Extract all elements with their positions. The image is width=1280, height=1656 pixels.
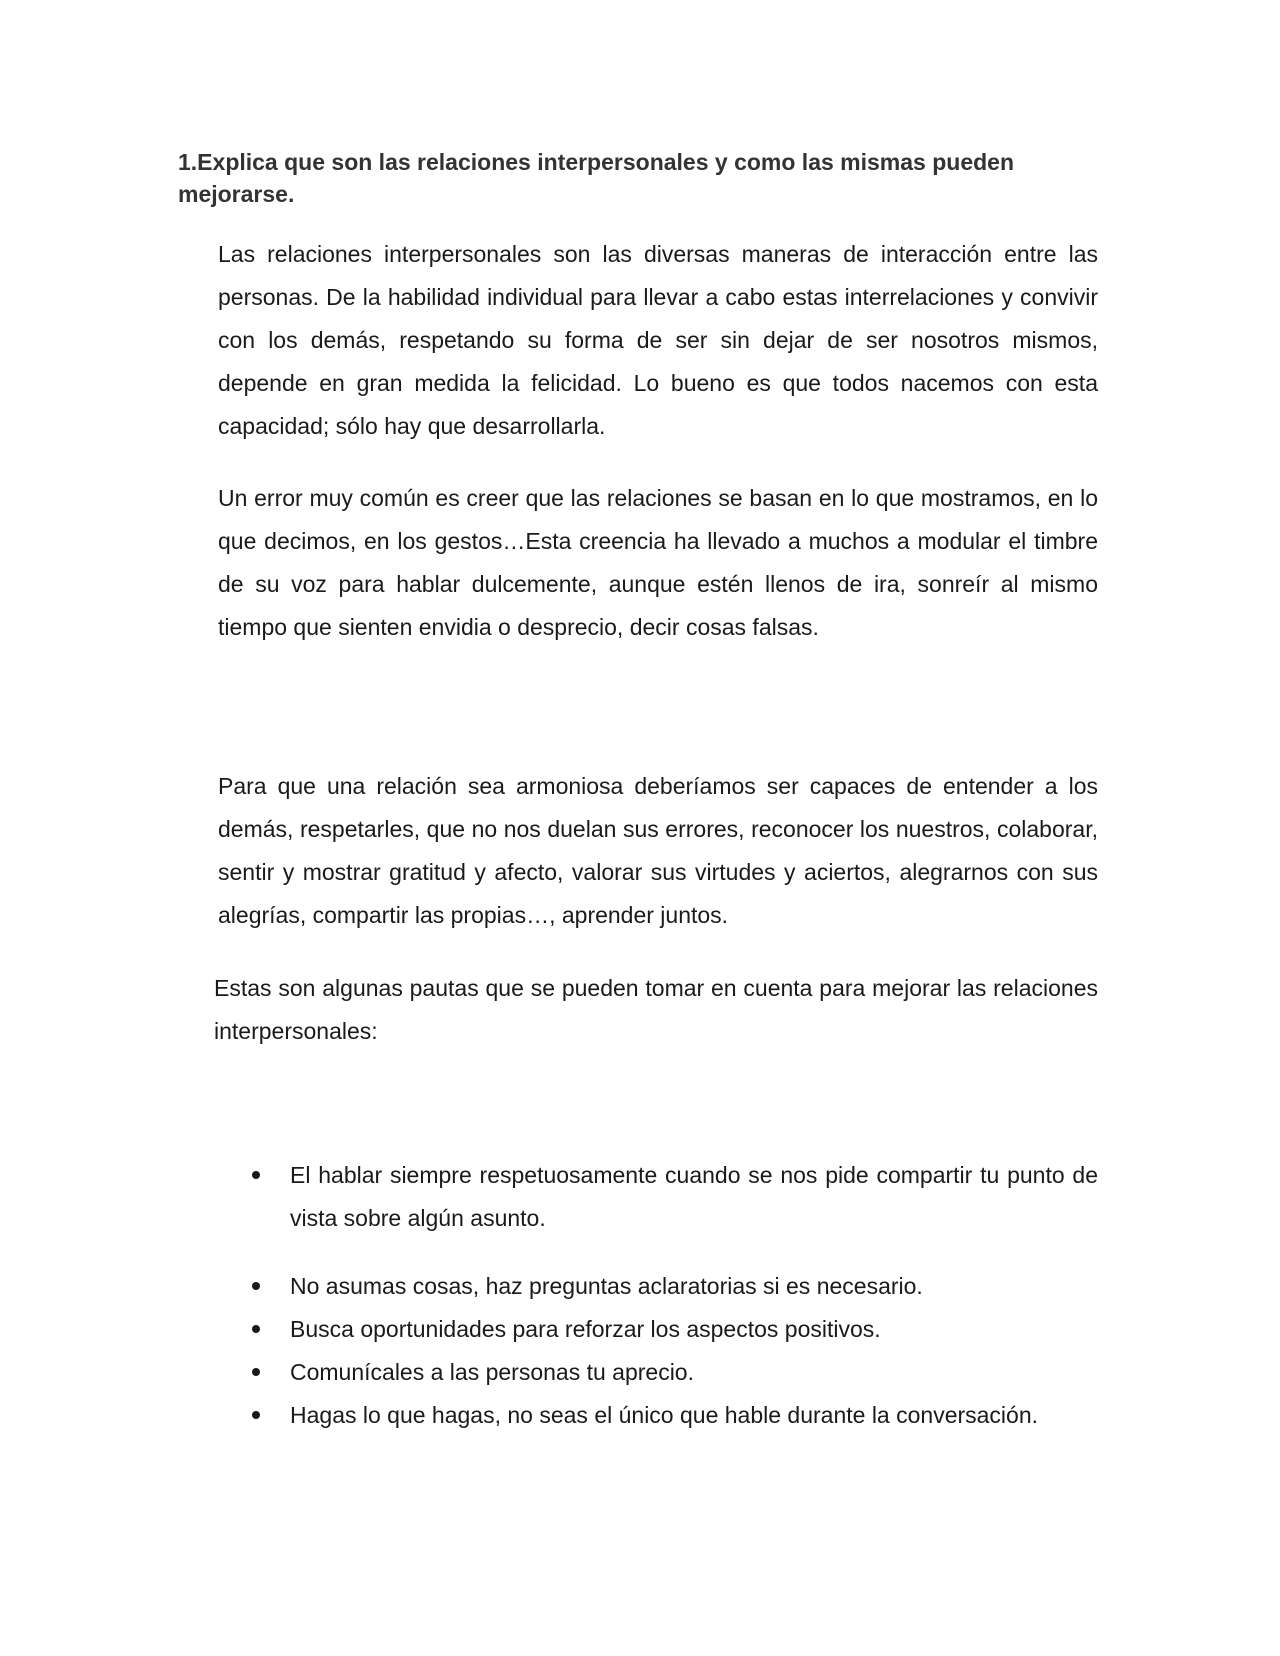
list-item xyxy=(250,1265,1098,1308)
list-item-text: Hagas lo que hagas, no seas el único que hable durante la conversación. xyxy=(290,1402,1039,1428)
list-item xyxy=(250,1308,1098,1351)
question-heading: 1.Explica que son las relaciones interpersonales y como las mismas pueden mejorarse. xyxy=(178,149,1015,207)
bullet-icon xyxy=(252,1325,260,1333)
paragraph-definition: Las relaciones interpersonales son las diversas maneras de interacción entre las personas. De la habilidad individual para llevar a cabo estas interrelaciones y convivir con los demás, respetando su forma de ser sin dejar de ser nosotros mismos, depende en gran medida la felicidad. Lo bueno es que todos nacemos con esta capacidad; sólo hay que desarrollarla. xyxy=(218,241,1098,439)
list-item-text: No asumas cosas, haz preguntas aclaratorias si es necesario. xyxy=(290,1273,923,1299)
list-item-text: Comunícales a las personas tu aprecio. xyxy=(290,1359,694,1385)
paragraph-harmony: Para que una relación sea armoniosa deberíamos ser capaces de entender a los demás, respetarles, que no nos duelan sus errores, reconocer los nuestros, colaborar, sentir y mostrar gratitud y afecto, valorar sus virtudes y aciertos, alegrarnos con sus alegrías, compartir las propias…, aprender juntos. xyxy=(218,773,1098,928)
tips-list-second xyxy=(250,1265,1098,1437)
list-item-text: Busca oportunidades para reforzar los aspectos positivos. xyxy=(290,1316,881,1342)
paragraph-guidelines-intro: Estas son algunas pautas que se pueden tomar en cuenta para mejorar las relaciones interpersonales: xyxy=(214,975,1098,1044)
list-item xyxy=(250,1154,1098,1240)
bullet-icon xyxy=(252,1171,260,1179)
bullet-icon xyxy=(252,1368,260,1376)
tips-list-first xyxy=(250,1154,1098,1240)
list-item xyxy=(250,1351,1098,1394)
paragraph-common-error: Un error muy común es creer que las relaciones se basan en lo que mostramos, en lo que decimos, en los gestos…Esta creencia ha llevado a muchos a modular el timbre de su voz para hablar dulcemente, aunque estén llenos de ira, sonreír al mismo tiempo que sienten envidia o desprecio, decir cosas falsas. xyxy=(218,485,1098,640)
list-item-text: El hablar siempre respetuosamente cuando se nos pide compartir tu punto de vista sobre algún asunto. xyxy=(290,1162,1098,1231)
bullet-icon xyxy=(252,1411,260,1419)
list-item xyxy=(250,1394,1098,1437)
bullet-icon xyxy=(252,1282,260,1290)
